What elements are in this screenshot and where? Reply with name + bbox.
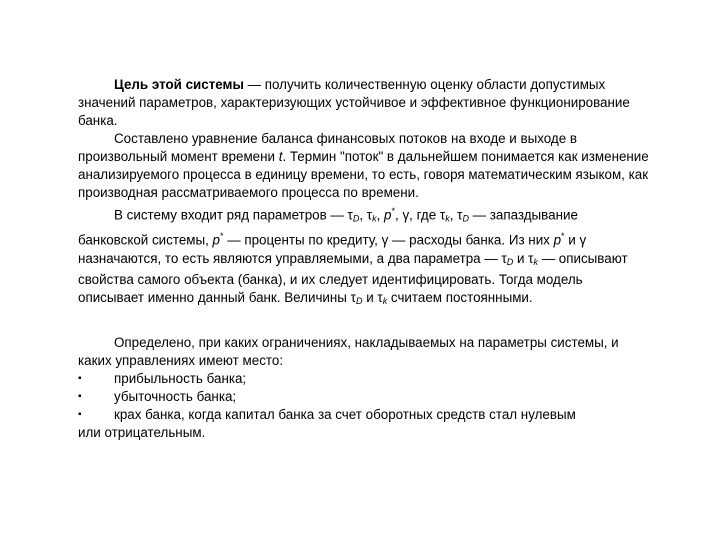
- bullet-item: [78, 370, 650, 388]
- tau-symbol: τ: [366, 207, 373, 223]
- tau-symbol: τ: [439, 207, 446, 223]
- bullet-text: убыточность банка;: [114, 388, 237, 404]
- param-text-2: , где: [409, 207, 440, 223]
- star: *: [391, 206, 396, 216]
- param-text-5: — расходы банка. Из них: [388, 232, 554, 248]
- tau-symbol: τ: [377, 289, 383, 305]
- param-text-9: — описывают свойства самого объекта (банка), и их следует идентифицировать. Тогда модель описывает именно данный банк. Величины: [78, 250, 628, 305]
- sub-d: D: [352, 213, 360, 224]
- bullet-mark: ▪: [78, 390, 82, 402]
- p-symbol: p: [553, 232, 562, 248]
- bullet-mark: ▪: [78, 372, 82, 384]
- bullet-item: [78, 406, 650, 424]
- paragraph-parameters: [78, 202, 650, 310]
- param-text-6: и: [564, 232, 580, 248]
- param-text-4: — проценты по кредиту,: [223, 232, 382, 248]
- gamma-symbol: γ: [402, 207, 410, 223]
- param-text-7: назначаются, то есть являются управляемыми, а два параметра —: [78, 250, 502, 266]
- sub-k: k: [382, 295, 388, 306]
- param-text-1: В систему входит ряд параметров —: [114, 207, 348, 223]
- param-text-10: и: [362, 289, 378, 305]
- sep: ,: [359, 207, 367, 223]
- sub-d: D: [355, 295, 363, 306]
- sep: ,: [449, 207, 458, 223]
- time-variable: t: [278, 149, 283, 164]
- tau-symbol: τ: [501, 250, 507, 266]
- gamma-symbol: γ: [579, 232, 587, 248]
- bullet-mark: ▪: [78, 408, 82, 420]
- goal-text: — получить количественную оценку области допустимых значений параметров, характеризующих устойчивое и эффективное функционирование банка.: [78, 77, 630, 128]
- balance-text-b: . Термин "поток" в дальнейшем понимается как изменение анализируемого процесса в единицу времени, то есть, говоря математическим языком, как производная рассматриваемого процесса по времени.: [78, 149, 649, 200]
- tau-symbol: τ: [528, 250, 534, 266]
- paragraph-conditions: Определено, при каких ограничениях, накладываемых на параметры системы, и каких управлениях имеют место:: [78, 334, 619, 368]
- sub-d: D: [462, 213, 469, 224]
- bullet-text: крах банка, когда капитал банка за счет оборотных средств стал нулевым: [114, 406, 576, 422]
- p-symbol: p: [384, 207, 392, 223]
- tau-symbol: τ: [347, 207, 353, 223]
- gamma-symbol: γ: [381, 232, 389, 248]
- star: *: [561, 231, 565, 242]
- param-text-8: и: [513, 250, 529, 266]
- goal-heading: Цель этой системы: [114, 77, 244, 92]
- document-body: [78, 76, 650, 442]
- bullet-continuation: или отрицательным.: [78, 424, 206, 440]
- p-symbol: p: [212, 232, 220, 248]
- paragraph-balance: [78, 130, 650, 202]
- tau-symbol: τ: [350, 289, 356, 305]
- paragraph-goal: [78, 76, 650, 130]
- sub-k: k: [372, 213, 377, 224]
- star: *: [220, 231, 224, 242]
- sep: ,: [395, 207, 403, 223]
- paragraph-gap: [78, 310, 650, 334]
- balance-text-a: Составлено уравнение баланса финансовых потоков на входе и выходе в произвольный момент времени: [78, 131, 578, 164]
- sep: ,: [376, 207, 385, 223]
- param-text-3: — запаздывание банковской системы,: [78, 207, 578, 248]
- sub-d: D: [506, 256, 514, 267]
- sub-k: k: [445, 213, 450, 224]
- bullet-item: [78, 388, 650, 406]
- bullet-text: прибыльность банка;: [114, 370, 247, 386]
- sub-k: k: [533, 256, 538, 267]
- param-text-11: считаем постоянными.: [387, 289, 533, 305]
- tau-symbol: τ: [457, 207, 463, 223]
